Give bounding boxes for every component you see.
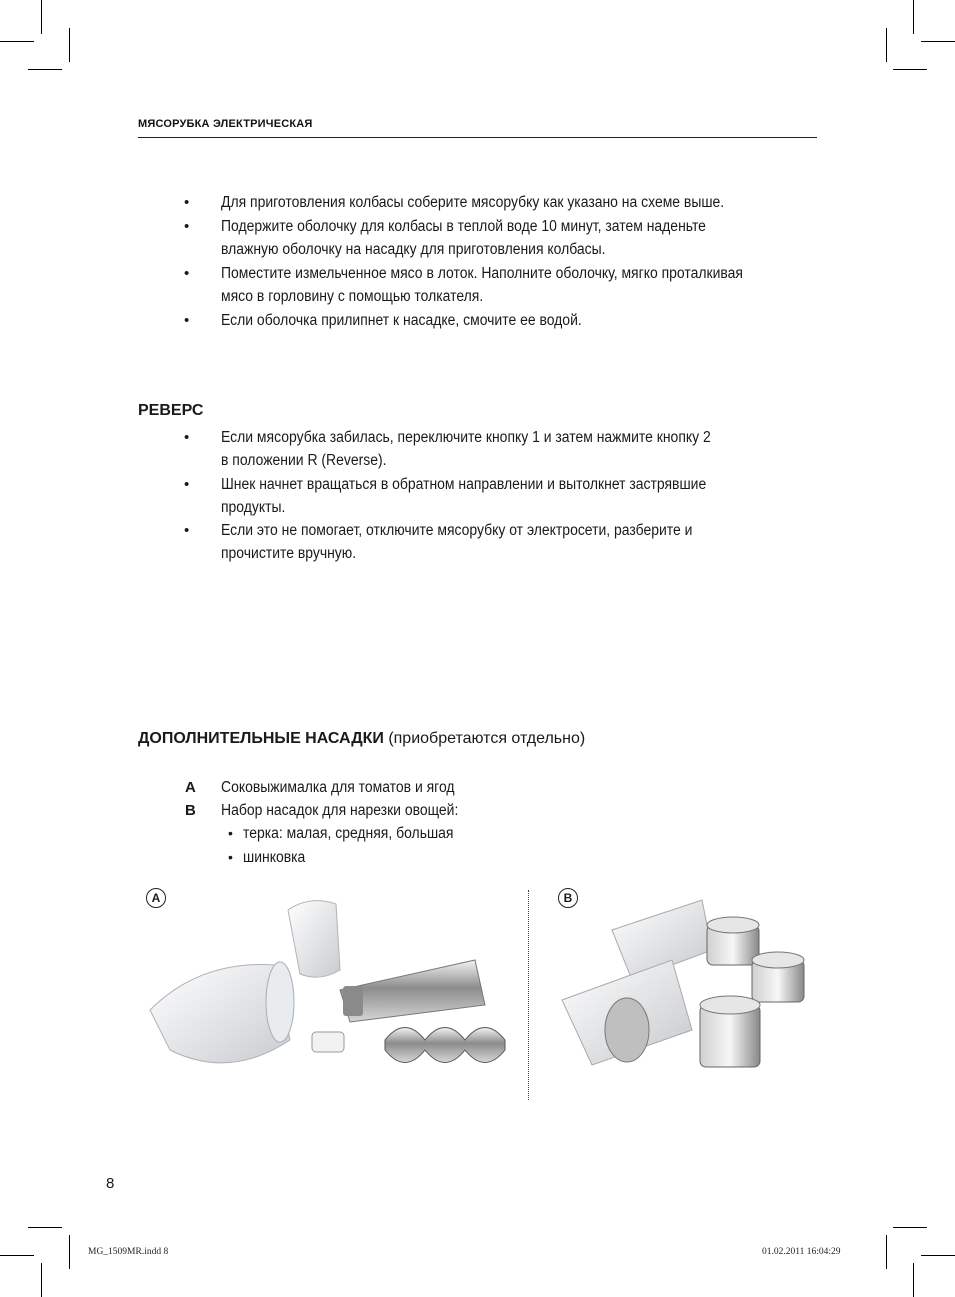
list-item: Соковыжималка для томатов и ягод [221, 779, 455, 796]
list-item-continuation: влажную оболочку на насадку для приготовления колбасы. [221, 241, 606, 258]
juicer-attachment-photo [140, 890, 520, 1090]
bullet: • [184, 429, 190, 446]
accessories-subtitle: (приобретаются отдельно) [388, 730, 586, 747]
bullet: • [184, 218, 190, 235]
file-slug: MG_1509MR.indd 8 [88, 1247, 169, 1257]
list-item: Подержите оболочку для колбасы в теплой воде 10 минут, затем наденьте [221, 218, 706, 235]
header-rule [138, 137, 817, 138]
list-item-continuation: продукты. [221, 499, 286, 516]
bullet: • [228, 849, 233, 865]
item-letter: A [185, 779, 196, 796]
list-item-continuation: мясо в горловину с помощью толкателя. [221, 288, 484, 305]
list-item: Шнек начнет вращаться в обратном направлении и вытолкнет застрявшие [221, 476, 707, 493]
bullet: • [184, 265, 190, 282]
figure-label-a: A [146, 888, 166, 908]
figure-divider [528, 890, 529, 1100]
accessories-title: ДОПОЛНИТЕЛЬНЫЕ НАСАДКИ [138, 730, 384, 747]
page-number: 8 [106, 1175, 115, 1192]
list-item: Если это не помогает, отключите мясорубку от электросети, разберите и [221, 522, 693, 539]
figure-label-b: B [558, 888, 578, 908]
running-header: МЯСОРУБКА ЭЛЕКТРИЧЕСКАЯ [138, 118, 313, 130]
reverse-heading: РЕВЕРС [138, 402, 204, 419]
bullet: • [184, 522, 190, 539]
list-item-continuation: прочистите вручную. [221, 545, 357, 562]
bullet: • [184, 476, 190, 493]
timestamp-slug: 01.02.2011 16:04:29 [762, 1247, 841, 1257]
list-item: Набор насадок для нарезки овощей: [221, 802, 459, 819]
bullet: • [184, 312, 190, 329]
sub-list-item: шинковка [243, 849, 306, 866]
list-item: Для приготовления колбасы соберите мясорубку как указано на схеме выше. [221, 194, 725, 211]
sub-list-item: терка: малая, средняя, большая [243, 825, 454, 842]
list-item: Если оболочка прилипнет к насадке, смочите ее водой. [221, 312, 582, 329]
item-letter: B [185, 802, 196, 819]
accessories-heading [138, 730, 585, 748]
bullet: • [228, 825, 233, 841]
bullet: • [184, 194, 190, 211]
list-item: Если мясорубка забилась, переключите кнопку 1 и затем нажмите кнопку 2 [221, 429, 711, 446]
list-item-continuation: в положении R (Reverse). [221, 452, 387, 469]
list-item: Поместите измельченное мясо в лоток. Наполните оболочку, мягко проталкивая [221, 265, 743, 282]
vegetable-slicer-set-photo [552, 890, 812, 1090]
